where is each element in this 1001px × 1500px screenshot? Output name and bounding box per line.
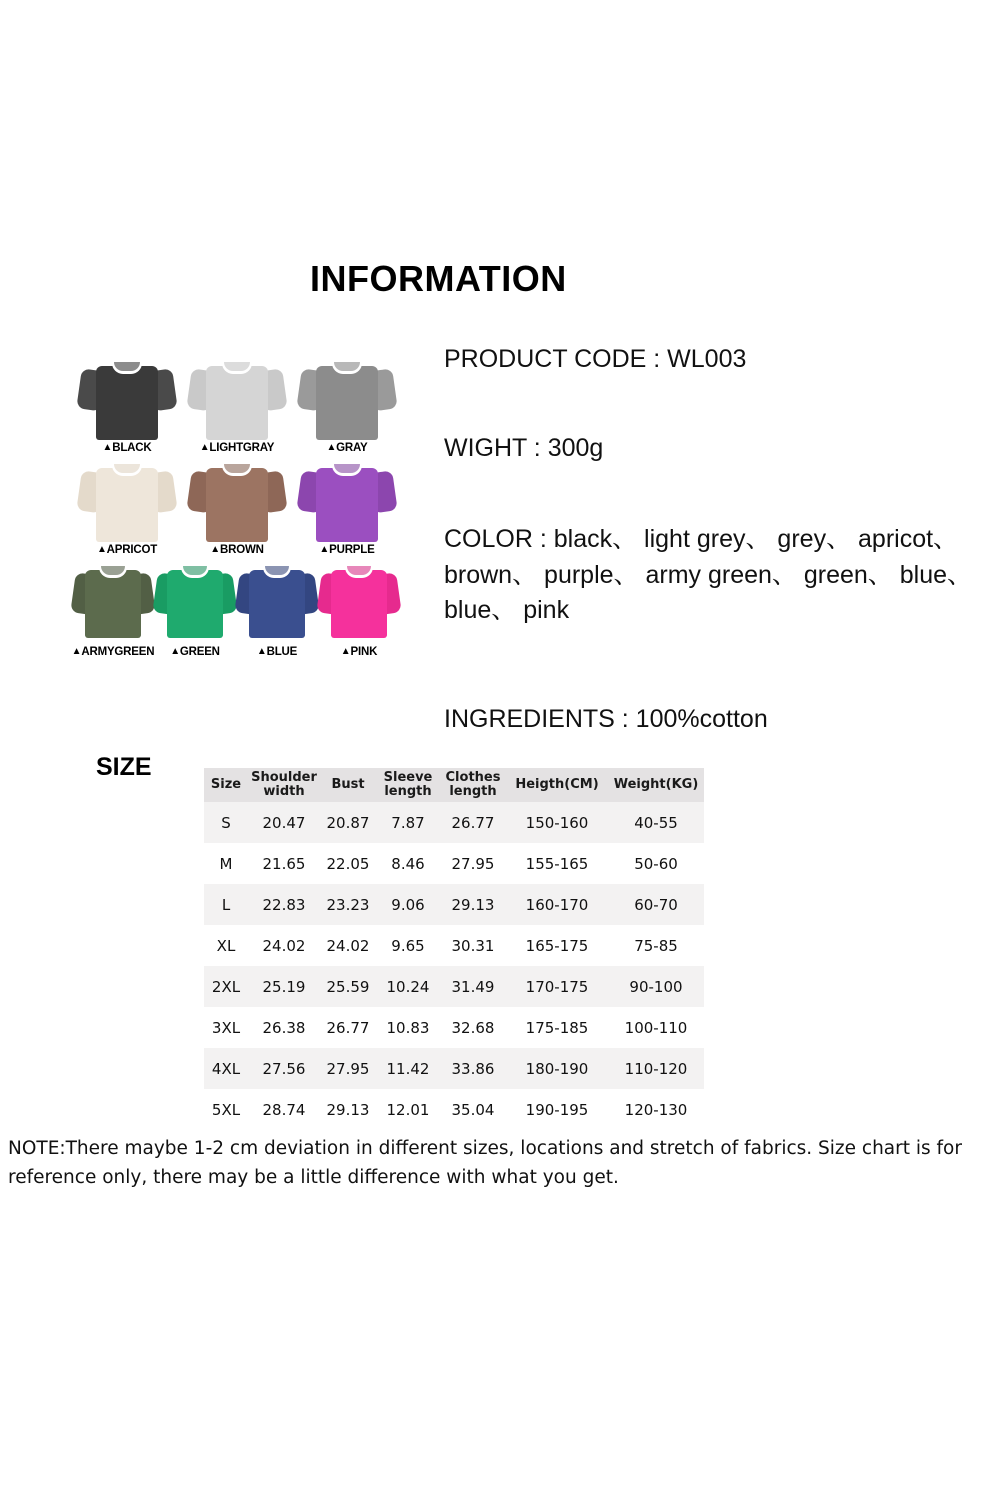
triangle-marker-icon: ▲ bbox=[326, 442, 337, 453]
table-cell: 25.19 bbox=[248, 966, 320, 1007]
table-cell: 26.77 bbox=[440, 802, 506, 843]
table-cell: 60-70 bbox=[608, 884, 704, 925]
table-cell: 180-190 bbox=[506, 1048, 608, 1089]
table-header-cell: Sleeve length bbox=[376, 768, 440, 802]
table-cell: 40-55 bbox=[608, 802, 704, 843]
table-cell: 150-160 bbox=[506, 802, 608, 843]
table-header-cell: Weight(KG) bbox=[608, 768, 704, 802]
tshirt-icon bbox=[189, 358, 285, 440]
table-cell: 32.68 bbox=[440, 1007, 506, 1048]
table-cell-size: 5XL bbox=[204, 1089, 248, 1130]
table-cell: 20.87 bbox=[320, 802, 376, 843]
product-weight-line: WIGHT : 300g bbox=[444, 434, 604, 462]
table-cell: 120-130 bbox=[608, 1089, 704, 1130]
triangle-marker-icon: ▲ bbox=[102, 442, 113, 453]
swatch-row bbox=[72, 460, 402, 556]
table-cell: 190-195 bbox=[506, 1089, 608, 1130]
color-swatch-label: ▲PINK bbox=[340, 646, 378, 658]
table-cell: 9.06 bbox=[376, 884, 440, 925]
table-cell: 10.24 bbox=[376, 966, 440, 1007]
table-cell: 26.38 bbox=[248, 1007, 320, 1048]
color-swatch-label: ▲APRICOT bbox=[96, 544, 158, 556]
page-title: INFORMATION bbox=[310, 258, 567, 299]
size-section-heading: SIZE bbox=[96, 753, 152, 781]
table-cell: 22.83 bbox=[248, 884, 320, 925]
table-row bbox=[204, 1048, 704, 1089]
table-cell: 26.77 bbox=[320, 1007, 376, 1048]
table-cell: 28.74 bbox=[248, 1089, 320, 1130]
table-cell: 21.65 bbox=[248, 843, 320, 884]
table-cell: 75-85 bbox=[608, 925, 704, 966]
table-cell: 155-165 bbox=[506, 843, 608, 884]
table-cell: 7.87 bbox=[376, 802, 440, 843]
tshirt-icon bbox=[319, 562, 399, 644]
color-swatch-blue[interactable] bbox=[236, 562, 318, 658]
table-header-cell: Clothes length bbox=[440, 768, 506, 802]
color-swatch-label: ▲PURPLE bbox=[319, 544, 375, 556]
triangle-marker-icon: ▲ bbox=[170, 646, 180, 657]
color-swatch-armygreen[interactable] bbox=[72, 562, 154, 658]
color-swatch-label: ▲LIGHTGRAY bbox=[199, 442, 275, 454]
tshirt-icon bbox=[73, 562, 153, 644]
color-swatch-pink[interactable] bbox=[318, 562, 400, 658]
table-row bbox=[204, 966, 704, 1007]
triangle-marker-icon: ▲ bbox=[210, 544, 220, 555]
table-cell: 35.04 bbox=[440, 1089, 506, 1130]
triangle-marker-icon: ▲ bbox=[319, 544, 330, 555]
table-header-cell: Shoulder width bbox=[248, 768, 320, 802]
table-row bbox=[204, 925, 704, 966]
triangle-marker-icon: ▲ bbox=[340, 646, 351, 657]
table-cell: 27.95 bbox=[440, 843, 506, 884]
table-cell-size: L bbox=[204, 884, 248, 925]
table-cell-size: 4XL bbox=[204, 1048, 248, 1089]
table-row bbox=[204, 802, 704, 843]
table-cell-size: XL bbox=[204, 925, 248, 966]
color-swatch-label: ▲BROWN bbox=[210, 544, 264, 556]
table-cell: 11.42 bbox=[376, 1048, 440, 1089]
table-cell: 10.83 bbox=[376, 1007, 440, 1048]
swatch-row bbox=[72, 562, 402, 658]
table-cell: 110-120 bbox=[608, 1048, 704, 1089]
table-cell: 20.47 bbox=[248, 802, 320, 843]
table-cell: 23.23 bbox=[320, 884, 376, 925]
table-cell: 175-185 bbox=[506, 1007, 608, 1048]
table-cell: 30.31 bbox=[440, 925, 506, 966]
table-cell: 100-110 bbox=[608, 1007, 704, 1048]
color-swatch-label: ▲BLUE bbox=[256, 646, 298, 658]
table-cell: 160-170 bbox=[506, 884, 608, 925]
color-swatch-label: ▲GRAY bbox=[326, 442, 368, 454]
table-cell-size: M bbox=[204, 843, 248, 884]
size-chart-table bbox=[204, 768, 704, 1130]
table-row bbox=[204, 843, 704, 884]
size-chart-head bbox=[204, 768, 704, 802]
size-note: NOTE:There maybe 1-2 cm deviation in different sizes, locations and stretch of fabrics. Size chart is for reference only, there may be a little difference with what you get. bbox=[8, 1138, 962, 1188]
tshirt-icon bbox=[299, 460, 395, 542]
size-chart-body bbox=[204, 802, 704, 1130]
color-swatch-lightgray[interactable] bbox=[182, 358, 292, 454]
color-swatch-grid bbox=[72, 358, 402, 664]
table-header-cell: Heigth(CM) bbox=[506, 768, 608, 802]
color-swatch-apricot[interactable] bbox=[72, 460, 182, 556]
color-swatch-green[interactable] bbox=[154, 562, 236, 658]
tshirt-icon bbox=[189, 460, 285, 542]
table-cell: 90-100 bbox=[608, 966, 704, 1007]
table-header-cell: Bust bbox=[320, 768, 376, 802]
table-cell: 9.65 bbox=[376, 925, 440, 966]
tshirt-icon bbox=[299, 358, 395, 440]
product-code-line: PRODUCT CODE : WL003 bbox=[444, 345, 747, 373]
table-cell: 31.49 bbox=[440, 966, 506, 1007]
table-cell: 22.05 bbox=[320, 843, 376, 884]
color-swatch-black[interactable] bbox=[72, 358, 182, 454]
table-cell: 33.86 bbox=[440, 1048, 506, 1089]
triangle-marker-icon: ▲ bbox=[256, 646, 267, 657]
table-header-row bbox=[204, 768, 704, 802]
table-cell: 8.46 bbox=[376, 843, 440, 884]
color-swatch-purple[interactable] bbox=[292, 460, 402, 556]
color-swatch-label: ▲BLACK bbox=[102, 442, 152, 454]
table-header-cell: Size bbox=[204, 768, 248, 802]
table-cell: 27.56 bbox=[248, 1048, 320, 1089]
table-cell: 50-60 bbox=[608, 843, 704, 884]
tshirt-icon bbox=[79, 358, 175, 440]
table-cell: 29.13 bbox=[320, 1089, 376, 1130]
table-cell: 12.01 bbox=[376, 1089, 440, 1130]
table-cell-size: 3XL bbox=[204, 1007, 248, 1048]
table-cell: 29.13 bbox=[440, 884, 506, 925]
product-ingredients-line: INGREDIENTS : 100%cotton bbox=[444, 705, 768, 733]
table-cell: 25.59 bbox=[320, 966, 376, 1007]
table-cell: 165-175 bbox=[506, 925, 608, 966]
table-cell: 24.02 bbox=[248, 925, 320, 966]
triangle-marker-icon: ▲ bbox=[96, 544, 107, 555]
triangle-marker-icon: ▲ bbox=[199, 442, 210, 453]
table-cell: 27.95 bbox=[320, 1048, 376, 1089]
table-cell: 170-175 bbox=[506, 966, 608, 1007]
triangle-marker-icon: ▲ bbox=[71, 646, 82, 657]
tshirt-icon bbox=[237, 562, 317, 644]
table-cell-size: S bbox=[204, 802, 248, 843]
table-cell-size: 2XL bbox=[204, 966, 248, 1007]
swatch-row bbox=[72, 358, 402, 454]
color-swatch-label: ▲ARMYGREEN bbox=[71, 646, 155, 658]
table-row bbox=[204, 1007, 704, 1048]
color-swatch-gray[interactable] bbox=[292, 358, 402, 454]
color-swatch-brown[interactable] bbox=[182, 460, 292, 556]
tshirt-icon bbox=[79, 460, 175, 542]
table-row bbox=[204, 1089, 704, 1130]
color-swatch-label: ▲GREEN bbox=[170, 646, 220, 658]
product-color-line: COLOR : black、 light grey、 grey、 apricot、 brown、 purple、 army green、 green、 blue、 blue、 pink bbox=[444, 525, 973, 624]
table-row bbox=[204, 884, 704, 925]
table-cell: 24.02 bbox=[320, 925, 376, 966]
tshirt-icon bbox=[155, 562, 235, 644]
